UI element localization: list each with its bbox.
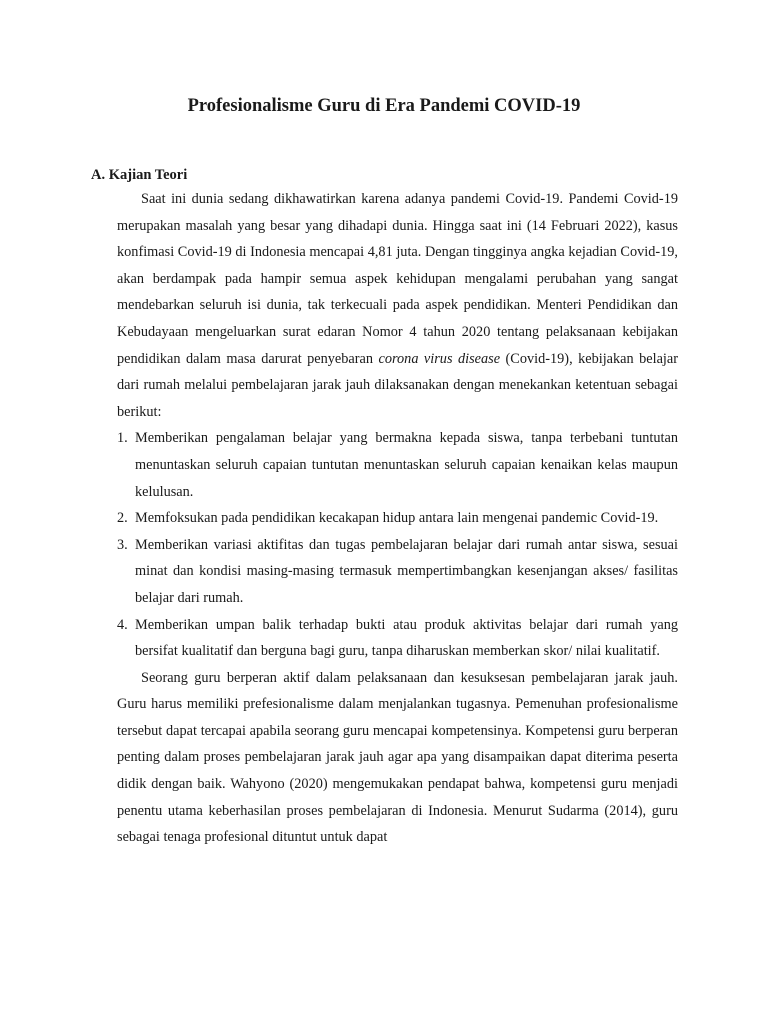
list-item-text: Memfoksukan pada pendidikan kecakapan hidup antara lain mengenai pandemic Covid-19. (135, 510, 659, 527)
list-item-number: 3 . (117, 532, 128, 559)
paragraph-intro-text: Saat ini dunia sedang dikhawatirkan karena adanya pandemi Covid-19. Pandemi Covid-19 merupakan masalah yang besar yang dihadapi dunia. Hingga saat ini (14 Februari 2022), kasus konfimasi Covid-19 di Indonesia mencapai 4,81 juta. Dengan tingginya angka kejadian Covid-19, akan berdampak pada hampir semua aspek kehidupan mengalami perubahan yang sangat mendebarkan seluruh isi dunia, tak terkecuali pada aspek pendidikan. Menteri Pendidikan dan Kebudayaan mengeluarkan surat edaran Nomor 4 tahun 2020 tentang pelaksanaan kebijakan pendidikan dalam masa darurat penyebaran (117, 191, 678, 367)
list-item-text: Memberikan umpan balik terhadap bukti atau produk aktivitas belajar dari rumah yang bersifat kualitatif dan berguna bagi guru, tanpa diharuskan memberkan skor/ nilai kualitatif. (135, 616, 678, 660)
list-item (117, 425, 678, 505)
list-item-text: Memberikan pengalaman belajar yang bermakna kepada siswa, tanpa terbebani tuntutan menuntaskan seluruh capaian tuntutan menuntaskan seluruh capaian kenaikan kelas maupun kelulusan. (135, 430, 678, 500)
list-item-number: 2 . (117, 505, 128, 532)
paragraph-intro-italic: corona virus disease (378, 350, 501, 367)
policy-list (117, 425, 678, 664)
list-item (117, 612, 678, 665)
list-item-text: Memberikan variasi aktifitas dan tugas pembelajaran belajar dari rumah antar siswa, sesuai minat dan kondisi masing-masing termasuk mempertimbangkan kesenjangan akses/ fasilitas belajar dari rumah. (135, 536, 678, 606)
paragraph-intro-text-end: (Covid-19), kebijakan belajar dari rumah melalui pembelajaran jarak jauh dilaksanakan dengan menekankan ketentuan sebagai berikut: (117, 350, 679, 420)
list-item (117, 532, 678, 612)
document-title: Profesionalisme Guru di Era Pandemi COVID-19 (187, 96, 581, 116)
list-item-number: 4 . (117, 612, 128, 639)
paragraph-teacher-role: Seorang guru berperan aktif dalam pelaksanaan dan kesuksesan pembelajaran jarak jauh. Guru harus memiliki prefesionalisme dalam menjalankan tugasnya. Pemenuhan profesionalisme tersebut dapat tercapai apabila seorang guru mencapai kompetensinya. Kompetensi guru berperan penting dalam proses pembelajaran jarak jauh agar apa yang disampaikan dapat diterima peserta didik dengan baik. Wahyono (2020) mengemukakan pendapat bahwa, kompetensi guru menjadi penentu utama keberhasilan proses pembelajaran di Indonesia. Menurut Sudarma (2014), guru sebagai tenaga profesional dituntut untuk dapat (117, 669, 678, 846)
section-heading: A. Kajian Teori (91, 167, 188, 183)
paragraph-intro (117, 186, 678, 425)
document-body (117, 186, 678, 851)
list-item (117, 505, 678, 532)
list-item-number: 1 . (117, 425, 128, 452)
